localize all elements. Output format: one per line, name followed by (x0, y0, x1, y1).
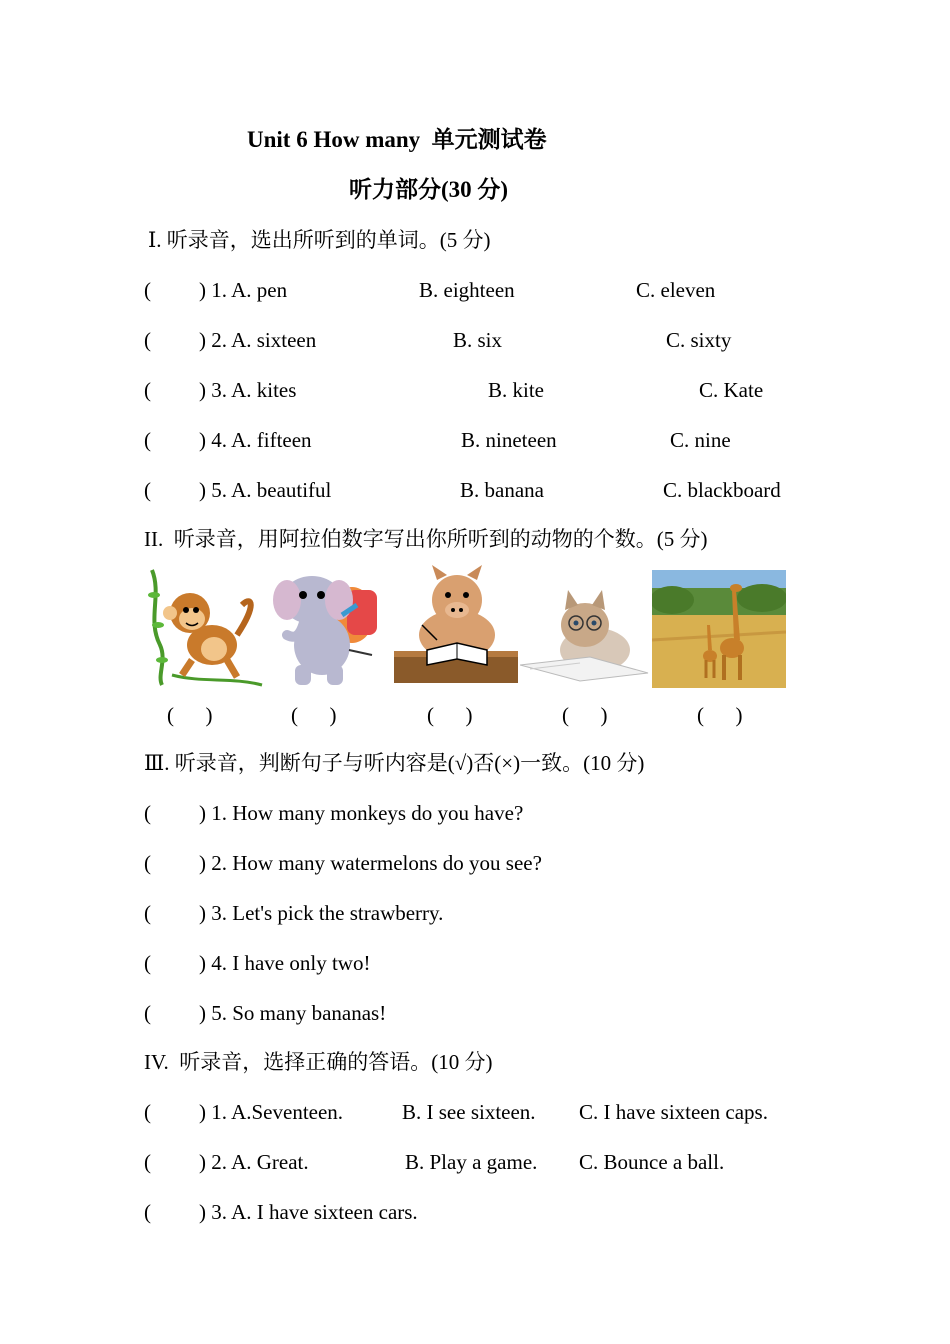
question-text: ) 1. How many monkeys do you have? (199, 801, 524, 825)
answer-paren[interactable]: ( (144, 378, 151, 402)
answer-paren[interactable]: ( (144, 278, 151, 302)
answer-paren[interactable]: ( (144, 1100, 151, 1124)
answer-paren[interactable]: ( (144, 1200, 151, 1224)
section4-heading: IV. 听录音，选择正确的答语。(10 分) (144, 1050, 493, 1074)
question-number: ) 4. A. fifteen (199, 428, 312, 452)
monkey-picture (142, 565, 267, 690)
count-blank[interactable]: ( ) (697, 703, 743, 727)
option-c: C. Bounce a ball. (579, 1150, 725, 1174)
section2-heading: II. 听录音，用阿拉伯数字写出你所听到的动物的个数。(5 分) (144, 527, 708, 551)
section1-heading: Ⅰ. 听录音，选出所听到的单词。(5 分) (148, 228, 491, 252)
question-number: ) 2. A. sixteen (199, 328, 317, 352)
answer-paren[interactable]: ( (144, 1150, 151, 1174)
section3-heading: Ⅲ. 听录音，判断句子与听内容是(√)否(×)一致。(10 分) (144, 751, 645, 775)
option-c: C. I have sixteen caps. (579, 1100, 768, 1124)
option-b: B. banana (460, 478, 544, 502)
question-number: ) 3. A. kites (199, 378, 297, 402)
option-c: C. eleven (636, 278, 716, 302)
option-c: C. blackboard (663, 478, 781, 502)
question-text: ) 2. How many watermelons do you see? (199, 851, 542, 875)
cat-picture (520, 565, 650, 690)
option-b: B. I see sixteen. (402, 1100, 536, 1124)
count-blank[interactable]: ( ) (562, 703, 608, 727)
question-number: ) 1. A.Seventeen. (199, 1100, 344, 1124)
answer-paren[interactable]: ( (144, 951, 151, 975)
question-text: ) 5. So many bananas! (199, 1001, 387, 1025)
answer-paren[interactable]: ( (144, 478, 151, 502)
answer-paren[interactable]: ( (144, 901, 151, 925)
question-number: ) 3. A. I have sixteen cars. (199, 1200, 418, 1224)
giraffe-picture (652, 570, 786, 688)
option-b: B. six (453, 328, 503, 352)
question-text: ) 4. I have only two! (199, 951, 371, 975)
option-b: B. kite (488, 378, 544, 402)
page-title: Unit 6 How many 单元测试卷 (247, 127, 547, 152)
answer-paren[interactable]: ( (144, 328, 151, 352)
question-number: ) 5. A. beautiful (199, 478, 332, 502)
pig-reading-picture (392, 565, 520, 690)
answer-paren[interactable]: ( (144, 851, 151, 875)
count-blank[interactable]: ( ) (427, 703, 473, 727)
option-c: C. Kate (699, 378, 764, 402)
count-blank[interactable]: ( ) (167, 703, 213, 727)
option-b: B. Play a game. (405, 1150, 538, 1174)
answer-paren[interactable]: ( (144, 428, 151, 452)
question-text: ) 3. Let's pick the strawberry. (199, 901, 444, 925)
elephant-picture (267, 565, 392, 690)
option-c: C. nine (670, 428, 731, 452)
question-number: ) 2. A. Great. (199, 1150, 309, 1174)
count-blank[interactable]: ( ) (291, 703, 337, 727)
answer-paren[interactable]: ( (144, 1001, 151, 1025)
option-c: C. sixty (666, 328, 732, 352)
question-number: ) 1. A. pen (199, 278, 288, 302)
option-b: B. eighteen (419, 278, 515, 302)
page-subtitle: 听力部分(30 分) (349, 177, 509, 202)
option-b: B. nineteen (461, 428, 557, 452)
answer-paren[interactable]: ( (144, 801, 151, 825)
